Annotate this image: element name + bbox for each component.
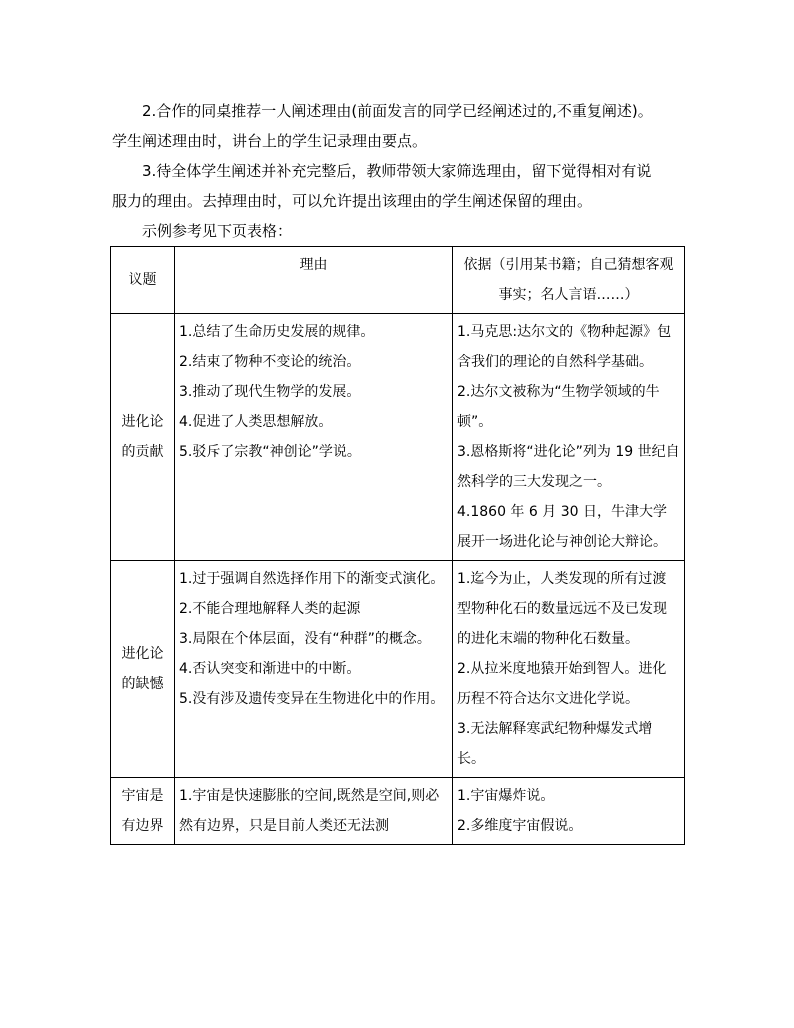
basis-item: 1.马克思:达尔文的《物种起源》包含我们的理论的自然科学基础。	[457, 324, 672, 370]
paragraph-1: 2.合作的同桌推荐一人阐述理由(前面发言的同学已经阐述过的,不重复阐述)。	[112, 102, 653, 120]
row-reasons	[175, 561, 453, 778]
reason-item: 3.推动了现代生物学的发展。	[179, 384, 361, 400]
basis-item: 4.1860 年 6 月 30 日，牛津大学展开一场进化论与神创论大辩论。	[457, 504, 667, 550]
table-row	[111, 561, 685, 778]
basis-item: 3.无法解释寒武纪物种爆发式增长。	[457, 721, 653, 767]
reason-item: 5.驳斥了宗教“神创论”学说。	[179, 444, 361, 460]
reason-item: 3.局限在个体层面，没有“种群”的概念。	[179, 631, 431, 647]
paragraph-3: 3.待全体学生阐述并补充完整后，教师带领大家筛选理由，留下觉得相对有说	[112, 162, 652, 180]
row-topic: 进化论的缺憾	[111, 561, 175, 778]
row-topic: 进化论的贡献	[111, 314, 175, 561]
basis-item: 2.达尔文被称为“生物学领域的牛顿”。	[457, 384, 660, 430]
basis-item: 2.从拉米度地猿开始到智人。进化历程不符合达尔文进化学说。	[457, 661, 667, 707]
table-header-row	[111, 247, 685, 314]
reason-item: 1.总结了生命历史发展的规律。	[179, 324, 375, 340]
reason-item: 1.宇宙是快速膨胀的空间,既然是空间,则必然有边界，只是目前人类还无法测	[179, 788, 440, 834]
example-table	[110, 246, 685, 845]
reason-item: 2.结束了物种不变论的统治。	[179, 354, 361, 370]
row-basis	[453, 314, 685, 561]
row-topic: 宇宙是有边界	[111, 778, 175, 845]
basis-item: 1.迄今为止，人类发现的所有过渡型物种化石的数量远远不及已发现的进化末端的物种化石数量。	[457, 571, 667, 647]
table-row	[111, 314, 685, 561]
basis-item: 3.恩格斯将“进化论”列为 19 世纪自然科学的三大发现之一。	[457, 444, 680, 490]
header-topic: 议题	[111, 247, 175, 314]
paragraph-4: 服力的理由。去掉理由时，可以允许提出该理由的学生阐述保留的理由。	[112, 192, 593, 210]
row-basis	[453, 561, 685, 778]
basis-item: 1.宇宙爆炸说。	[457, 788, 555, 804]
basis-item: 2.多维度宇宙假说。	[457, 818, 583, 834]
row-basis	[453, 778, 685, 845]
reason-item: 4.促进了人类思想解放。	[179, 414, 333, 430]
row-reasons	[175, 314, 453, 561]
header-reason: 理由	[175, 247, 453, 314]
paragraph-2: 学生阐述理由时，讲台上的学生记录理由要点。	[112, 132, 428, 150]
paragraph-5: 示例参考见下页表格：	[112, 222, 293, 240]
table-row	[111, 778, 685, 845]
reason-item: 4.否认突变和渐进中的中断。	[179, 661, 361, 677]
row-reasons	[175, 778, 453, 845]
reason-item: 1.过于强调自然选择作用下的渐变式演化。	[179, 571, 445, 587]
header-basis: 依据（引用某书籍；自己猜想客观事实；名人言语……）	[453, 247, 685, 314]
reason-item: 2.不能合理地解释人类的起源	[179, 601, 361, 617]
reason-item: 5.没有涉及遗传变异在生物进化中的作用。	[179, 691, 445, 707]
